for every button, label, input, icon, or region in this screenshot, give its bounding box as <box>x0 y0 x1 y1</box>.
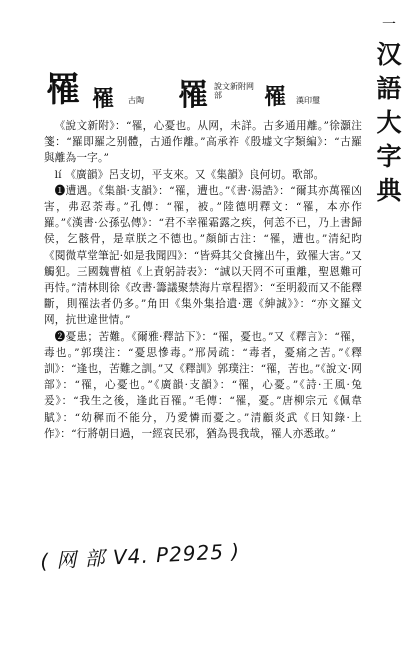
running-title <box>374 18 404 208</box>
pronunciation-paragraph: lí 《廣韻》呂支切，平支來。又《集韻》良何切。歌部。 <box>54 168 325 181</box>
headword-seal-glyph: 罹 <box>178 78 208 113</box>
headword-seal-glyph-2: 罹 <box>264 84 287 110</box>
page-number: 一 <box>382 17 396 33</box>
headword-ancient-glyph: 罹 <box>92 86 115 112</box>
sense-1-paragraph: ❶遭遇。《集韻·支韻》：“罹，遭也。”《書·湯誥》：“爾其亦萬罹凶害，弗忍荼毒。”孔傳：“罹，被。”陸德明釋文：“罹，本亦作羅。”《漢書·公孫弘傳》：“君不幸罹霜露之疾，何恙不已，乃上書歸侯，乞骸骨，是章朕之不德也。”顏師古注：“罹，遭也。”清紀昀《閱微草堂筆記·如是我聞四》：“皆舜其父食擁出牛，致罹大害。”又觸犯。三國魏曹植《上責躬詩表》：“誠以天罔不可重離，聖恩難可再恃。”清林則徐《改書·籌議聚禁海片章程摺》：“至明殺而又不能釋斷，則罹法者仍多。”角田《集外集拾遺·選《紳誠》》：“亦文羅文网，抗世違世情。” <box>44 184 362 327</box>
headword-forms <box>46 66 346 118</box>
entry-body <box>44 118 362 442</box>
etymology-paragraph: 《說文新附》：“罹，心憂也。从网，未詳。古多通用離。”徐灝注箋：“羅即羅之别體，古通作離。”高承祚《殷墟文字類編》：“古羅與離為一字。” <box>44 120 362 165</box>
sense-2-paragraph: ❷憂患；苦難。《爾雅·釋詁下》：“罹，憂也。”又《釋言》：“罹，毒也。”郭璞注：“憂思慘毒。”邢昺疏：“毒者，憂痛之苦。”《釋訓》：“逢也，苦難之訓。”又《釋訓》郭璞注：“罹，苦也。”《說文·网部》：“罹，心憂也。”《廣韻·支韻》：“罹，心憂。”《詩·王風·兔爰》：“我生之後，逢此百罹。”毛傳：“罹，憂。”唐柳宗元《佩韋賦》：“幼穉而不能分，乃愛憐而憂之。”清顧炎武《日知錄·上作》：“行將朝日過，一經哀民邪，猶為畏我哉，罹人亦悉敢。” <box>44 330 362 440</box>
glyph-source-label: 漢印璽 <box>296 96 320 105</box>
handwritten-reference-note: ( 网 部 V4. P2925 ) <box>39 538 241 574</box>
book-title-vertical: 汉 語 大 字 典 <box>376 40 402 205</box>
headword-main-glyph: 罹 <box>46 70 80 110</box>
glyph-source-label: 說文新附网部 <box>214 82 254 100</box>
glyph-source-label: 古陶 <box>128 96 144 105</box>
